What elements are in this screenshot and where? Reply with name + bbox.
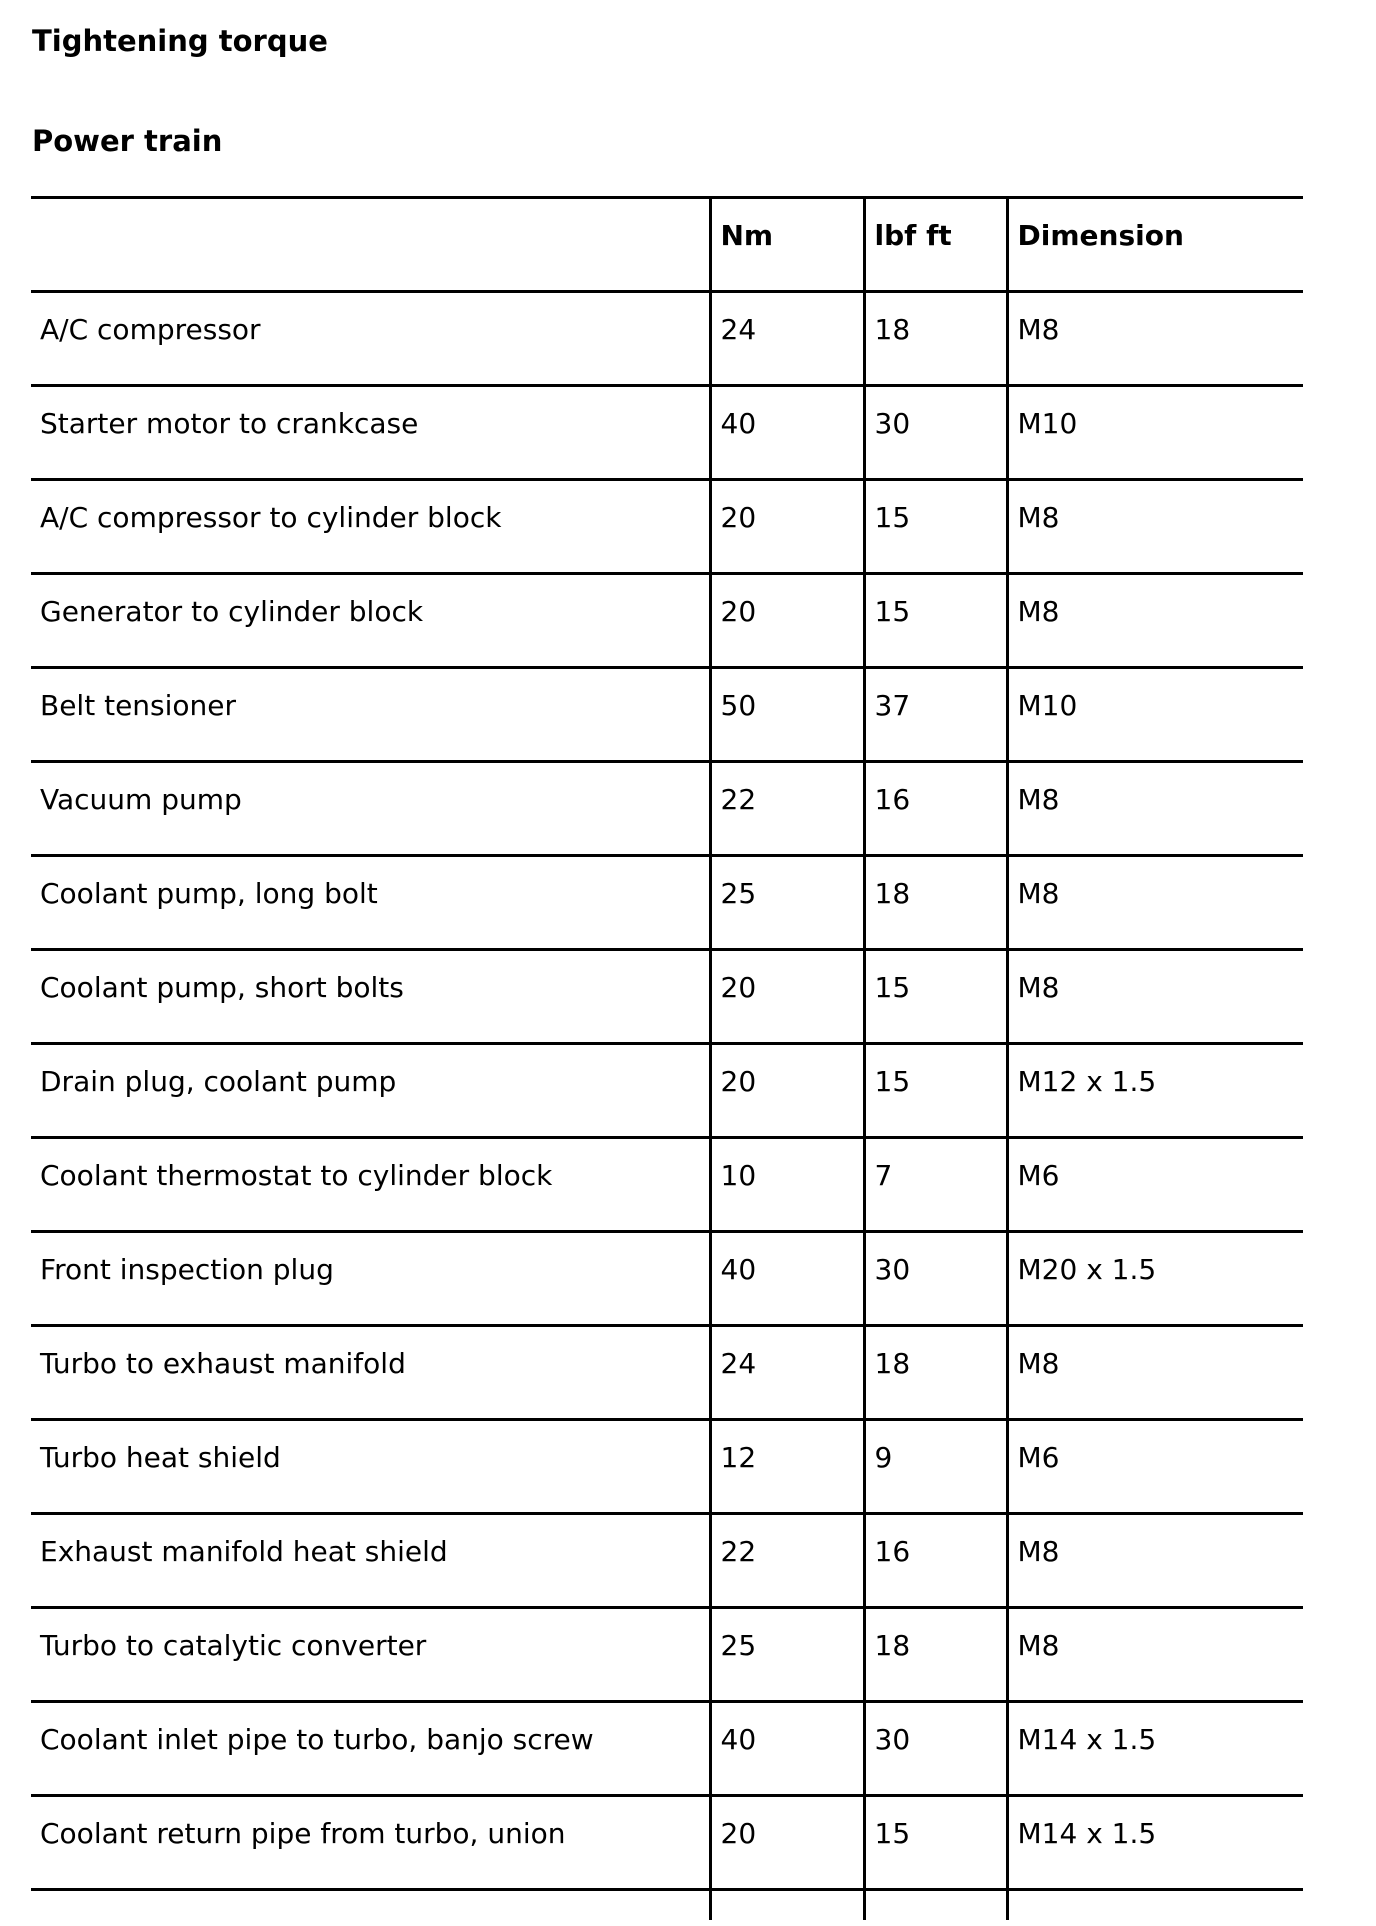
cell-nm: 25 xyxy=(710,1608,864,1702)
cell-dimension: M8 xyxy=(1007,292,1303,386)
cell-lbf-ft: 15 xyxy=(864,950,1007,1044)
cell-lbf-ft: 16 xyxy=(864,1514,1007,1608)
cell-description: Starter motor to crankcase xyxy=(31,386,710,480)
cell-nm: 22 xyxy=(710,1514,864,1608)
cell-description: Front inspection plug xyxy=(31,1232,710,1326)
table-row xyxy=(31,1702,1303,1796)
cell-nm: 20 xyxy=(710,950,864,1044)
table-row xyxy=(31,1608,1303,1702)
table-row xyxy=(31,1232,1303,1326)
cell-dimension: M6 xyxy=(1007,1138,1303,1232)
cell-nm: 12 xyxy=(710,1420,864,1514)
cell-nm: 25 xyxy=(710,856,864,950)
cell-dimension: M12 x 1.5 xyxy=(1007,1044,1303,1138)
cell-lbf-ft: 15 xyxy=(864,1796,1007,1890)
header-lbf-ft: lbf ft xyxy=(864,198,1007,292)
cell-description: Coolant pump, short bolts xyxy=(31,950,710,1044)
cell-lbf-ft: 37 xyxy=(864,668,1007,762)
table-row xyxy=(31,950,1303,1044)
cell-dimension: M14 x 1.5 xyxy=(1007,1796,1303,1890)
cell-dimension: M14 x 1.5 xyxy=(1007,1702,1303,1796)
cell-description: Turbo heat shield xyxy=(31,1420,710,1514)
cell-nm: 40 xyxy=(710,1702,864,1796)
cell-description: Belt tensioner xyxy=(31,668,710,762)
table-row xyxy=(31,292,1303,386)
cell-lbf-ft: 30 xyxy=(864,1232,1007,1326)
cell-lbf-ft-empty xyxy=(864,1890,1007,1920)
cell-dimension: M8 xyxy=(1007,1514,1303,1608)
cell-nm: 20 xyxy=(710,1044,864,1138)
cell-nm: 40 xyxy=(710,1232,864,1326)
cell-description: Turbo to catalytic converter xyxy=(31,1608,710,1702)
header-dimension: Dimension xyxy=(1007,198,1303,292)
cell-nm: 24 xyxy=(710,1326,864,1420)
section-title: Power train xyxy=(32,124,223,158)
table-row xyxy=(31,856,1303,950)
cell-description: Turbo to exhaust manifold xyxy=(31,1326,710,1420)
table-row xyxy=(31,1514,1303,1608)
cell-nm: 50 xyxy=(710,668,864,762)
cell-description: Vacuum pump xyxy=(31,762,710,856)
cell-lbf-ft: 30 xyxy=(864,1702,1007,1796)
table-row xyxy=(31,762,1303,856)
cell-lbf-ft: 30 xyxy=(864,386,1007,480)
cell-nm: 20 xyxy=(710,1796,864,1890)
cell-dimension: M10 xyxy=(1007,668,1303,762)
cell-dimension: M8 xyxy=(1007,950,1303,1044)
cell-dimension: M8 xyxy=(1007,762,1303,856)
cell-nm: 10 xyxy=(710,1138,864,1232)
cell-dimension-empty xyxy=(1007,1890,1303,1920)
cell-description: A/C compressor to cylinder block xyxy=(31,480,710,574)
table-row xyxy=(31,668,1303,762)
cell-description: Coolant return pipe from turbo, union xyxy=(31,1796,710,1890)
cell-nm: 24 xyxy=(710,292,864,386)
cell-lbf-ft: 18 xyxy=(864,856,1007,950)
cell-lbf-ft: 18 xyxy=(864,292,1007,386)
cell-description: Exhaust manifold heat shield xyxy=(31,1514,710,1608)
cell-lbf-ft: 9 xyxy=(864,1420,1007,1514)
table-row xyxy=(31,1420,1303,1514)
cell-dimension: M8 xyxy=(1007,574,1303,668)
table-row xyxy=(31,386,1303,480)
cell-nm-empty xyxy=(710,1890,864,1920)
table-header-row xyxy=(31,198,1303,292)
cell-description: Drain plug, coolant pump xyxy=(31,1044,710,1138)
table-row-continuation xyxy=(31,1890,1303,1920)
cell-lbf-ft: 15 xyxy=(864,574,1007,668)
cell-dimension: M8 xyxy=(1007,480,1303,574)
cell-lbf-ft: 16 xyxy=(864,762,1007,856)
cell-lbf-ft: 15 xyxy=(864,480,1007,574)
cell-lbf-ft: 7 xyxy=(864,1138,1007,1232)
table-row xyxy=(31,574,1303,668)
cell-description: A/C compressor xyxy=(31,292,710,386)
cell-nm: 20 xyxy=(710,480,864,574)
cell-nm: 20 xyxy=(710,574,864,668)
table-row xyxy=(31,1326,1303,1420)
cell-description-empty xyxy=(31,1890,710,1920)
header-description xyxy=(31,198,710,292)
cell-nm: 40 xyxy=(710,386,864,480)
cell-dimension: M8 xyxy=(1007,1608,1303,1702)
cell-description: Coolant thermostat to cylinder block xyxy=(31,1138,710,1232)
cell-description: Coolant pump, long bolt xyxy=(31,856,710,950)
cell-dimension: M10 xyxy=(1007,386,1303,480)
table-row xyxy=(31,480,1303,574)
cell-dimension: M8 xyxy=(1007,856,1303,950)
table-row xyxy=(31,1138,1303,1232)
torque-table xyxy=(31,196,1303,1920)
cell-nm: 22 xyxy=(710,762,864,856)
cell-lbf-ft: 18 xyxy=(864,1608,1007,1702)
header-nm: Nm xyxy=(710,198,864,292)
cell-dimension: M8 xyxy=(1007,1326,1303,1420)
cell-dimension: M6 xyxy=(1007,1420,1303,1514)
cell-description: Generator to cylinder block xyxy=(31,574,710,668)
cell-lbf-ft: 18 xyxy=(864,1326,1007,1420)
cell-dimension: M20 x 1.5 xyxy=(1007,1232,1303,1326)
table-row xyxy=(31,1796,1303,1890)
page-title: Tightening torque xyxy=(32,24,328,58)
cell-lbf-ft: 15 xyxy=(864,1044,1007,1138)
table-row xyxy=(31,1044,1303,1138)
cell-description: Coolant inlet pipe to turbo, banjo screw xyxy=(31,1702,710,1796)
